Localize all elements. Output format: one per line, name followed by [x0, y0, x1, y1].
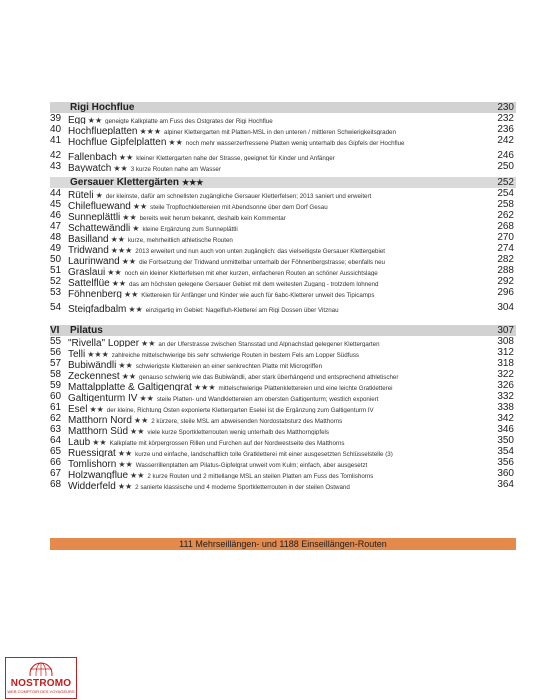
entry-description: bereits weit herum bekannt, deshalb kein Kommentar [139, 215, 286, 221]
section-page: 230 [497, 102, 514, 113]
entry-name: Sattelflüe [68, 278, 110, 287]
logo-brand: NOSTROMO [10, 678, 72, 689]
entry-number: 63 [50, 424, 62, 435]
rating-stars: ★★ [118, 460, 133, 468]
entry-description: noch ein kleiner Kletterfelsen mit eher kurzen, einfacheren Routen an schöner Aussichtslage [124, 270, 378, 276]
section-header-pilatus [50, 325, 516, 336]
rating-stars: ★★ [168, 138, 183, 146]
list-item [50, 358, 516, 369]
entry-page: 354 [497, 446, 514, 457]
entry-name: Bubiwändli [68, 360, 117, 369]
entry-name: Esel [68, 404, 88, 413]
list-item [50, 199, 516, 210]
table-of-contents [50, 102, 516, 490]
entry-number: 44 [50, 188, 62, 199]
pilatus-list [50, 336, 516, 490]
entry-number: 55 [50, 336, 62, 347]
rating-stars: ★★ [132, 202, 148, 210]
entry-description: steile Platten- und Wandklettereien am obersten Galtigenturm; westlich exponiert [156, 396, 379, 402]
rating-stars: ★★★ [139, 127, 162, 135]
entry-page: 318 [497, 358, 514, 369]
rating-stars: ★★ [121, 372, 137, 380]
entry-number: 67 [50, 468, 62, 479]
entry-description: 2013 erweitert und nun auch von unten zugänglich: das vielseitigste Gersauer Klettergebiet [135, 248, 386, 254]
list-item [50, 391, 516, 402]
entry-description: 3 kurze Routen nahe am Wasser [130, 166, 221, 172]
rating-stars: ★★★ [110, 246, 133, 254]
entry-name: Zeckennest [68, 371, 120, 380]
rating-stars: ★★ [113, 164, 128, 172]
entry-page: 350 [497, 435, 514, 446]
rating-stars: ★★ [130, 471, 145, 479]
entry-description: viele kurze Sportkletterrouten wenig unterhalb des Matthorngipfels [147, 429, 329, 435]
rating-stars: ★★★ [87, 350, 109, 358]
entry-page: 282 [497, 254, 514, 265]
rating-stars: ★★ [133, 416, 149, 424]
entry-number: 48 [50, 232, 62, 243]
entry-description: der kleine, Richtung Osten exponierte Klettergarten Eselei ist die Ergänzung zum Galtigenturm IV [106, 407, 374, 413]
nostromo-logo [5, 657, 77, 699]
entry-description: der kleinste, dafür am schnellsten zugängliche Gersauer Kletterfelsen; 2013 saniert und erweitert [105, 193, 372, 199]
entry-number: 58 [50, 369, 62, 380]
entry-description: 2 sanierte klassische und 4 moderne Sportkletterrouten in der steilen Ostwand [135, 484, 350, 490]
entry-description: einzigartig im Gebiet: Nagelfluh-Klettereí am Rigi Dossen über Vitznau [145, 307, 339, 313]
rating-stars: ★★ [130, 427, 145, 435]
entry-name: Baywatch [68, 163, 112, 172]
list-item [50, 265, 516, 276]
rating-stars: ★★ [141, 339, 156, 347]
entry-description: genauso schwierig wie das Bubiwändli, aber stark überhängend und entsprechend athletischer [139, 374, 399, 380]
entry-name: Telli [68, 349, 86, 358]
list-item [50, 113, 516, 124]
entry-description: 2 kurze Routen und 2 mittellange MSL an steilen Platten am Fuss des Tomlishorns [147, 473, 374, 479]
entry-number: 45 [50, 199, 62, 210]
rating-stars: ★★ [121, 257, 137, 265]
rating-stars: ★ [95, 191, 103, 199]
entry-name: Steigfadbalm [68, 304, 127, 313]
rating-stars: ★★ [123, 290, 139, 298]
entry-number: 49 [50, 243, 62, 254]
rating-stars: ★★ [107, 268, 122, 276]
entry-description: mittelschwierige Plattenklettereien und eine leichte Gratkletterei [218, 385, 393, 391]
entry-number: 43 [50, 161, 62, 172]
summary-bar: 111 Mehrseillängen- und 1188 Einseillängen-Routen [50, 538, 516, 550]
entry-number: 54 [50, 302, 62, 313]
rating-stars: ★★★ [181, 178, 204, 187]
list-item [50, 254, 516, 265]
list-item [50, 424, 516, 435]
entry-description: noch mehr wasserzerfressene Platten wenig unterhalb des Gipfels der Hochflue [185, 140, 405, 146]
list-item [50, 369, 516, 380]
entry-page: 274 [497, 243, 514, 254]
list-item [50, 457, 516, 468]
list-item [50, 221, 516, 232]
entry-number: 62 [50, 413, 62, 424]
entry-number: 47 [50, 221, 62, 232]
entry-name: Matthorn Süd [68, 426, 129, 435]
entry-name: Hochflue Gipfelplatten [68, 137, 167, 146]
entry-number: 56 [50, 347, 62, 358]
entry-page: 308 [497, 336, 514, 347]
section-header-gersau [50, 177, 516, 188]
globe-icon [28, 660, 54, 676]
entry-name: Widderfeld [68, 481, 116, 490]
section-page: 252 [497, 177, 514, 188]
entry-page: 232 [497, 113, 514, 124]
entry-number: 40 [50, 124, 62, 135]
logo-tagline: WEB COMPTOIR DES VOYAGEURS [7, 689, 75, 694]
entry-name: Basilland [68, 234, 109, 243]
entry-name: Hochflueplatten [68, 126, 138, 135]
rating-stars: ★★ [117, 449, 133, 457]
entry-description: 2 kürzere, steile MSL am abweisenden Nordostabsturz des Matthorns [151, 418, 343, 424]
list-item [50, 336, 516, 347]
entry-description: steile Tropflochklettereien mit Abendsonne über dem Dorf Gesau [150, 204, 328, 210]
entry-page: 292 [497, 276, 514, 287]
entry-name: Matthorn Nord [68, 415, 132, 424]
gersau-list [50, 188, 516, 313]
entry-name: Egg [68, 115, 86, 124]
entry-page: 338 [497, 402, 514, 413]
list-item [50, 468, 516, 479]
entry-page: 342 [497, 413, 514, 424]
entry-name: Tridwand [68, 245, 109, 254]
entry-description: alpiner Klettergarten mit Platten-MSL in den unteren / mittleren Schwierigkeitsgraden [164, 129, 396, 135]
entry-description: Wasserrillenplatten am Pilatus-Gipfelgrat unweit vom Kulm; einfach, aber ausgesetzt [135, 462, 368, 468]
chapter-number: VI [50, 325, 60, 336]
entry-name: Laub [68, 437, 91, 446]
entry-number: 59 [50, 380, 62, 391]
entry-name: "Rivella" Lopper [68, 338, 140, 347]
entry-number: 61 [50, 402, 62, 413]
entry-description: das am höchsten gelegene Gersauer Gebiet mit dem weitesten Zugang - trotzdem lohnend [129, 281, 379, 287]
entry-number: 41 [50, 135, 62, 146]
list-item [50, 287, 516, 298]
entry-name: Laurinwand [68, 256, 120, 265]
list-item [50, 402, 516, 413]
rating-stars: ★★ [89, 405, 104, 413]
entry-number: 52 [50, 276, 62, 287]
entry-number: 66 [50, 457, 62, 468]
entry-page: 242 [497, 135, 514, 146]
entry-name: Graslaui [68, 267, 106, 276]
entry-page: 364 [497, 479, 514, 490]
list-item [50, 243, 516, 254]
entry-number: 42 [50, 150, 62, 161]
entry-description: kleiner Klettergarten nahe der Strasse, geeignet für Kinder und Anfänger [136, 155, 335, 161]
entry-page: 346 [497, 424, 514, 435]
entry-name: Ruessigrat [68, 448, 116, 457]
entry-name: Mattalpplatte & Galtigengrat [68, 382, 192, 391]
entry-page: 268 [497, 221, 514, 232]
entry-number: 57 [50, 358, 62, 369]
entry-number: 60 [50, 391, 62, 402]
rating-stars: ★★★ [193, 383, 216, 391]
entry-page: 326 [497, 380, 514, 391]
entry-page: 322 [497, 369, 514, 380]
entry-description: Kalkplatte mit körpergrossen Rillen und Furchen auf der Nordwestseite des Matthorns [109, 440, 345, 446]
entry-number: 46 [50, 210, 62, 221]
list-item [50, 302, 516, 313]
rating-stars: ★★ [118, 361, 133, 369]
section-page: 307 [497, 325, 514, 336]
entry-number: 68 [50, 479, 62, 490]
list-item [50, 135, 516, 146]
entry-number: 65 [50, 446, 62, 457]
list-item [50, 232, 516, 243]
entry-page: 270 [497, 232, 514, 243]
rating-stars: ★★ [139, 394, 154, 402]
rating-stars: ★★ [87, 116, 103, 124]
entry-page: 312 [497, 347, 514, 358]
entry-name: Schattewändli [68, 223, 131, 232]
section-title: Pilatus [70, 325, 103, 336]
entry-page: 360 [497, 468, 514, 479]
entry-number: 39 [50, 113, 62, 124]
entry-description: schwierigste Klettereien an einer senkrechten Platte mit Microgriffen [135, 363, 323, 369]
entry-name: Galtigenturm IV [68, 393, 138, 402]
entry-number: 50 [50, 254, 62, 265]
entry-name: Holzwangflue [68, 470, 129, 479]
entry-number: 51 [50, 265, 62, 276]
entry-description: geneigte Kalkplatte am Fuss des Ostgrates der Rigi Hochflue [105, 118, 273, 124]
entry-name: Sunneplättli [68, 212, 121, 221]
entry-page: 332 [497, 391, 514, 402]
entry-page: 296 [497, 287, 514, 298]
entry-page: 258 [497, 199, 514, 210]
entry-page: 262 [497, 210, 514, 221]
entry-number: 53 [50, 287, 62, 298]
section-header-rigi [50, 102, 516, 113]
list-item [50, 347, 516, 358]
list-item [50, 210, 516, 221]
entry-description: kurze und einfache, landschaftlich tolle Gratkletterei mit einer ausgesetzten Schlüsselstelle (3) [135, 451, 393, 457]
entry-number: 64 [50, 435, 62, 446]
rating-stars: ★★ [117, 482, 133, 490]
entry-name: Fallenbach [68, 152, 117, 161]
entry-page: 246 [497, 150, 514, 161]
list-item [50, 150, 516, 161]
entry-page: 250 [497, 161, 514, 172]
list-item [50, 413, 516, 424]
section-title: Gersauer Klettergärten [70, 177, 179, 188]
entry-page: 254 [497, 188, 514, 199]
entry-description: kurze, mehrheitlich athletische Routen [127, 237, 233, 243]
entry-name: Tomlishorn [68, 459, 117, 468]
entry-description: zahlreiche mittelschwierige bis sehr schwierige Routen in bestem Fels am Lopper Südfuss [111, 352, 360, 358]
rating-stars: ★★ [128, 305, 143, 313]
entry-name: Chilefluewand [68, 201, 131, 210]
list-item [50, 435, 516, 446]
rating-stars: ★★ [122, 213, 137, 221]
list-item [50, 124, 516, 135]
section-title: Rigi Hochflue [70, 102, 135, 113]
rating-stars: ★★ [118, 153, 134, 161]
rating-stars: ★★ [92, 438, 107, 446]
rating-stars: ★ [132, 224, 140, 232]
rating-stars: ★★ [111, 279, 127, 287]
list-item [50, 479, 516, 490]
list-item [50, 276, 516, 287]
entry-description: Klettereien für Anfänger und Kinder wie auch für 6abc-Kletterer unweit des Tipicamps [141, 292, 375, 298]
rating-stars: ★★ [110, 235, 125, 243]
list-item [50, 161, 516, 172]
list-item [50, 188, 516, 199]
list-item [50, 380, 516, 391]
list-item [50, 446, 516, 457]
rigi-list [50, 113, 516, 172]
entry-page: 288 [497, 265, 514, 276]
entry-description: an der Uferstrasse zwischen Stansstad und Alpnachstad gelegener Klettergarten [158, 341, 380, 347]
entry-page: 304 [497, 302, 514, 313]
entry-page: 236 [497, 124, 514, 135]
entry-page: 356 [497, 457, 514, 468]
entry-name: Föhnenberg [68, 289, 122, 298]
entry-description: die Fortsetzung der Tridwand unmittelbar unterhalb der Föhnenbergstrasse; ebenfalls neu [139, 259, 385, 265]
entry-name: Rüteli [68, 190, 94, 199]
entry-description: kleine Ergänzung zum Sunneplättli [142, 226, 238, 232]
